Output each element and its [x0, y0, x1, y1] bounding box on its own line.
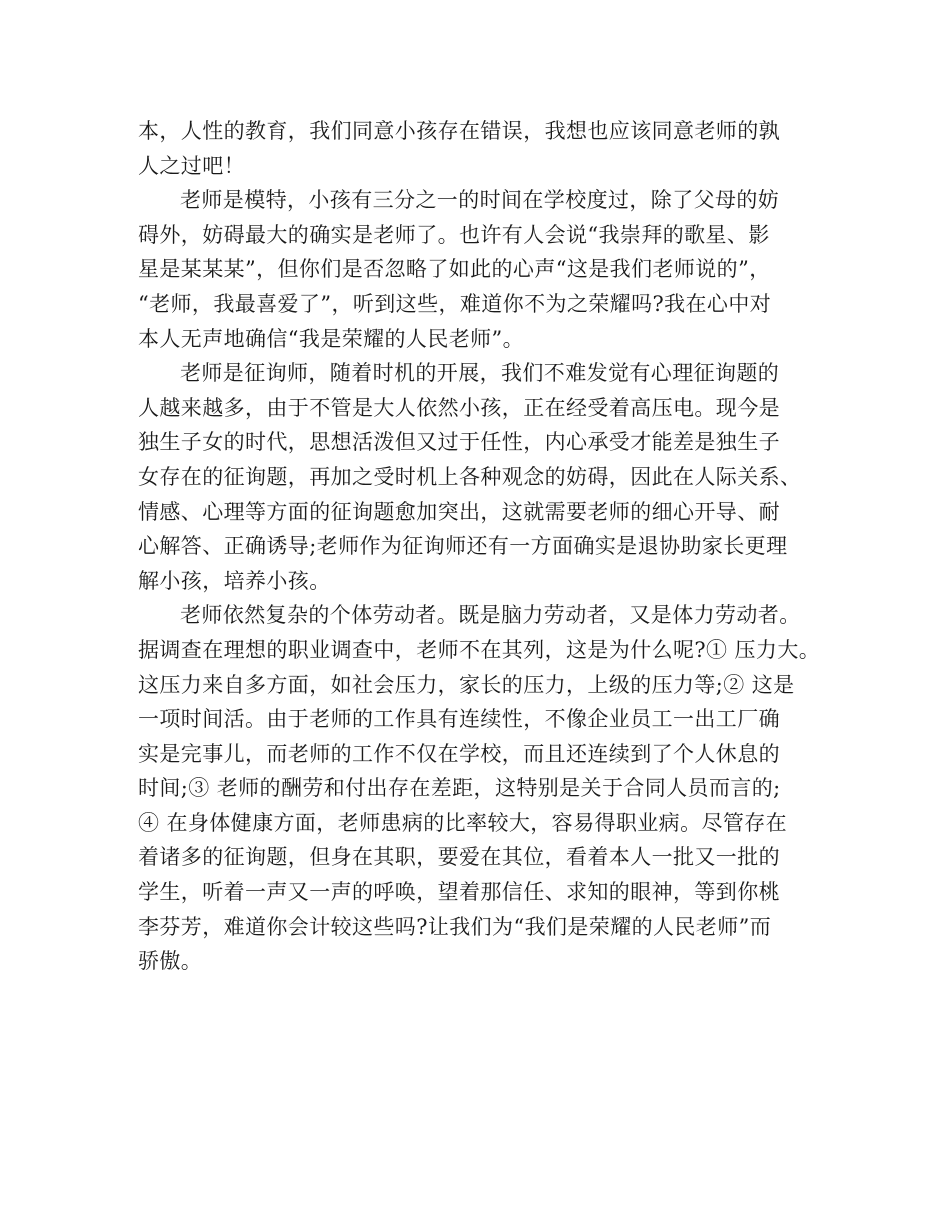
text-line: 这压力来自多方面，如社会压力，家长的压力，上级的压力等;② 这是	[138, 672, 795, 697]
text-line: 骄傲。	[138, 949, 203, 974]
text-line: 心解答、正确诱导;老师作为征询师还有一方面确实是退协助家长更理	[138, 534, 788, 559]
text-line: 本人无声地确信“我是荣耀的人民老师”。	[138, 326, 525, 351]
text-line: 时间;③ 老师的酬劳和付出存在差距，这特别是关于合同人员而言的;	[138, 776, 781, 801]
text-line: 解小孩，培养小孩。	[138, 568, 331, 593]
text-line: 着诸多的征询题，但身在其职，要爱在其位，看着本人一批又一批的	[138, 845, 780, 870]
text-line: 一项时间活。由于老师的工作具有连续性，不像企业员工一出工厂确	[138, 707, 780, 732]
text-line: 女存在的征询题，再加之受时机上各种观念的妨碍，因此在人际关系、	[138, 464, 802, 489]
text-line: 碍外，妨碍最大的确实是老师了。也许有人会说“我崇拜的歌星、影	[138, 222, 770, 247]
text-line: 人越来越多，由于不管是大人依然小孩，正在经受着高压电。现今是	[138, 395, 780, 420]
text-line: 学生，听着一声又一声的呼唤，望着那信任、求知的眼神，等到你桃	[138, 880, 780, 905]
paragraph-first-line: 老师是模特，小孩有三分之一的时间在学校度过，除了父母的妨	[180, 188, 780, 213]
text-line: 人之过吧！	[138, 153, 245, 178]
text-line: 李芬芳，难道你会计较这些吗?让我们为“我们是荣耀的人民老师”而	[138, 914, 772, 939]
text-line: 独生子女的时代，思想活泼但又过于任性，内心承受才能差是独生子	[138, 430, 780, 455]
paragraph-first-line: 老师是征询师，随着时机的开展，我们不难发觉有心理征询题的	[180, 361, 780, 386]
text-line: 本，人性的教育，我们同意小孩存在错误，我想也应该同意老师的孰	[138, 119, 780, 143]
text-line: ④ 在身体健康方面，老师患病的比率较大，容易得职业病。尽管存在	[138, 810, 788, 835]
text-line: “老师，我最喜爱了”，听到这些，难道你不为之荣耀吗?我在心中对	[138, 291, 772, 316]
text-line: 情感、心理等方面的征询题愈加突出，这就需要老师的细心开导、耐	[138, 499, 780, 524]
document-body	[138, 114, 821, 979]
text-line: 据调查在理想的职业调查中，老师不在其列，这是为什么呢?① 压力大。	[138, 637, 821, 662]
text-line: 实是完事儿，而老师的工作不仅在学校，而且还连续到了个人休息的	[138, 741, 780, 766]
paragraph-first-line: 老师依然复杂的个体劳动者。既是脑力劳动者，又是体力劳动者。	[180, 603, 801, 628]
text-line: 星是某某某”，但你们是否忽略了如此的心声“这是我们老师说的”，	[138, 257, 771, 282]
